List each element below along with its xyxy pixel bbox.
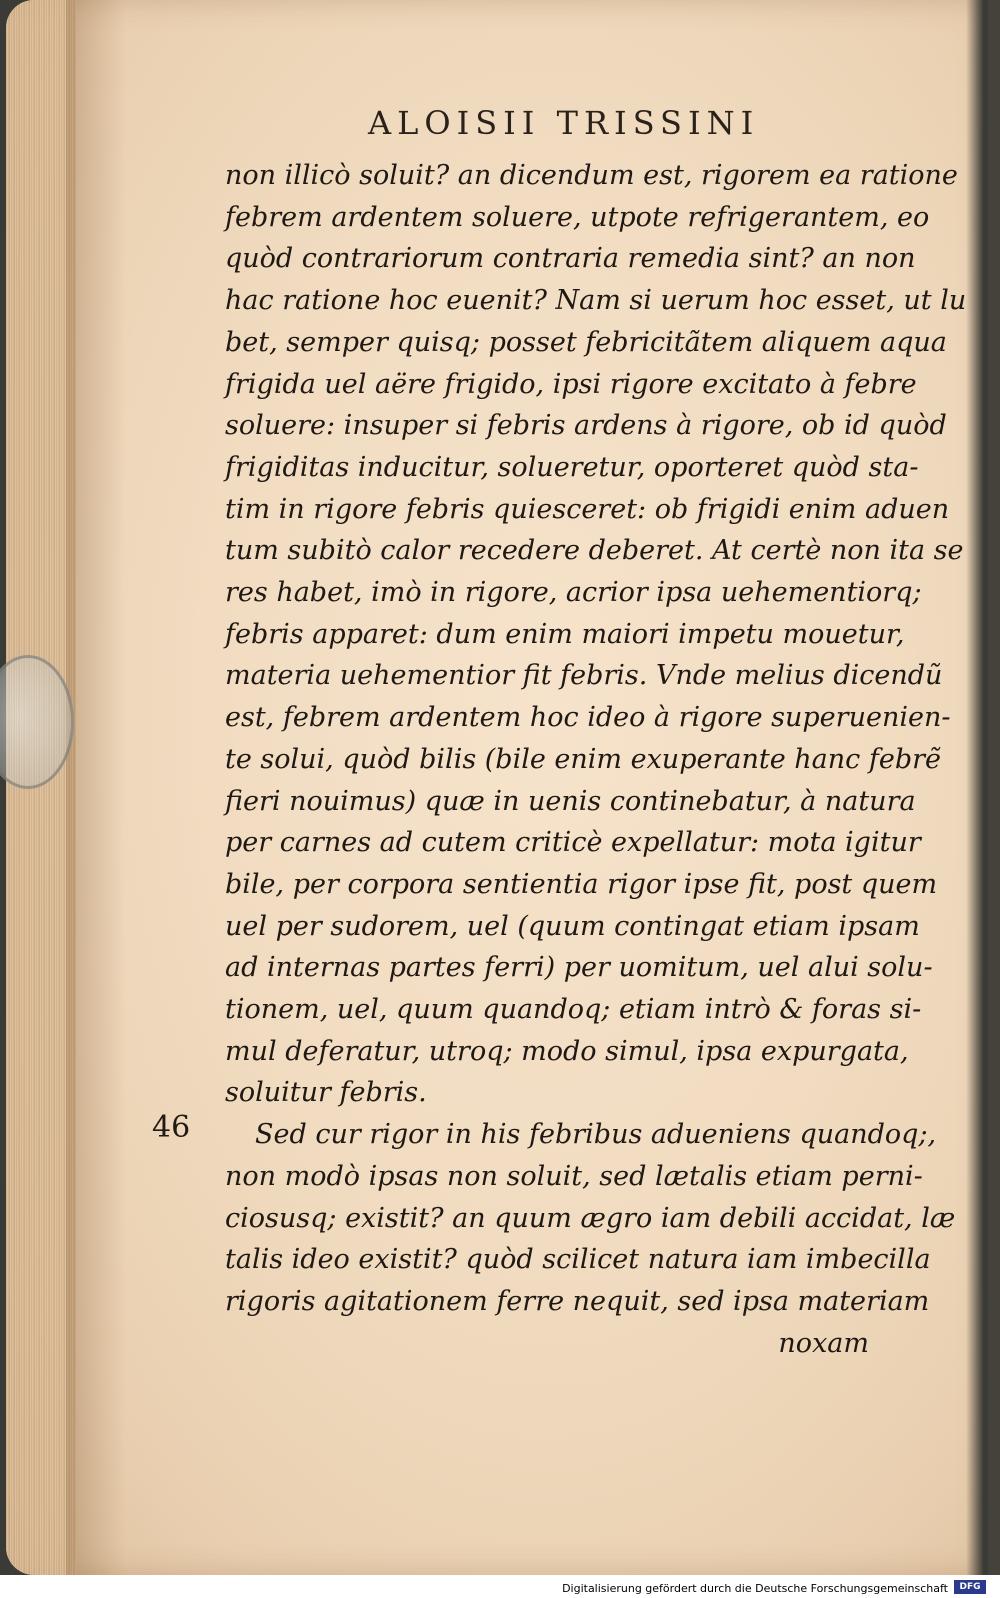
text-line: ad internas partes ferri) per uomitum, uel alui solu- (225, 952, 933, 984)
text-line: hac ratione hoc euenit? Nam si uerum hoc esset, ut lu (225, 285, 967, 317)
catchword: noxam (778, 1327, 869, 1359)
text-line: rigoris agitationem ferre nequit, sed ipsa materiam (225, 1285, 930, 1317)
running-head: ALOISII TRISSINI (368, 104, 760, 142)
paragraph-start-line: Sed cur rigor in his febribus adueniens quandoq;, (255, 1119, 937, 1151)
footer-credit: Digitalisierung gefördert durch die Deutsche Forschungsgemeinschaft (562, 1582, 948, 1595)
text-line: uel per sudorem, uel (quum contingat etiam ipsam (225, 910, 920, 942)
text-line: per carnes ad cutem criticè expellatur: mota igitur (225, 827, 921, 859)
dfg-logo: DFG (954, 1580, 986, 1594)
text-line: fieri nouimus) quæ in uenis continebatur, à natura (225, 785, 916, 817)
text-line: talis ideo existit? quòd scilicet natura iam imbecilla (225, 1244, 931, 1276)
text-line: soluere: insuper si febris ardens à rigore, ob id quòd (225, 410, 947, 442)
text-line: bile, per corpora sentientia rigor ipse fit, post quem (225, 868, 938, 900)
text-line: est, febrem ardentem hoc ideo à rigore superuenien- (225, 702, 951, 734)
binding-edge (966, 0, 988, 1575)
marginal-number: 46 (152, 1110, 191, 1145)
text-line: frigiditas inducitur, solueretur, oporteret quòd sta- (225, 451, 919, 483)
text-line: febrem ardentem soluere, utpote refrigerantem, eo (225, 201, 930, 233)
text-line: non illicò soluit? an dicendum est, rigorem ea ratione (225, 160, 958, 191)
text-line: res habet, imò in rigore, acrior ipsa uehementiorq; (225, 577, 922, 609)
text-line: bet, semper quisq; posset febricitãtem aliquem aqua (225, 326, 947, 358)
text-line: frigida uel aëre frigido, ipsi rigore excitato à febre (225, 368, 917, 400)
text-line: te solui, quòd bilis (bile enim exuperante hanc febrẽ (225, 743, 941, 775)
text-line: febris apparet: dum enim maiori impetu mouetur, (225, 618, 905, 650)
text-line: ciosusq; existit? an quum ægro iam debili accidat, læ (225, 1202, 956, 1234)
text-line: materia uehementior fit febris. Vnde melius dicendũ (225, 660, 943, 692)
body-text (225, 155, 967, 1364)
text-line: tum subitò calor recedere deberet. At certè non ita se (225, 535, 964, 567)
text-line: quòd contrariorum contraria remedia sint? an non (225, 243, 916, 275)
text-line: soluitur febris. (225, 1077, 427, 1109)
text-line: mul deferatur, utroq; modo simul, ipsa expurgata, (225, 1035, 909, 1067)
text-line: tionem, uel, quum quandoq; etiam intrò & foras si- (225, 994, 922, 1026)
text-line: non modò ipsas non soluit, sed lætalis etiam perni- (225, 1160, 923, 1192)
text-line: tim in rigore febris quiesceret: ob frigidi enim aduen (225, 493, 950, 525)
gutter-shadow (66, 0, 126, 1575)
